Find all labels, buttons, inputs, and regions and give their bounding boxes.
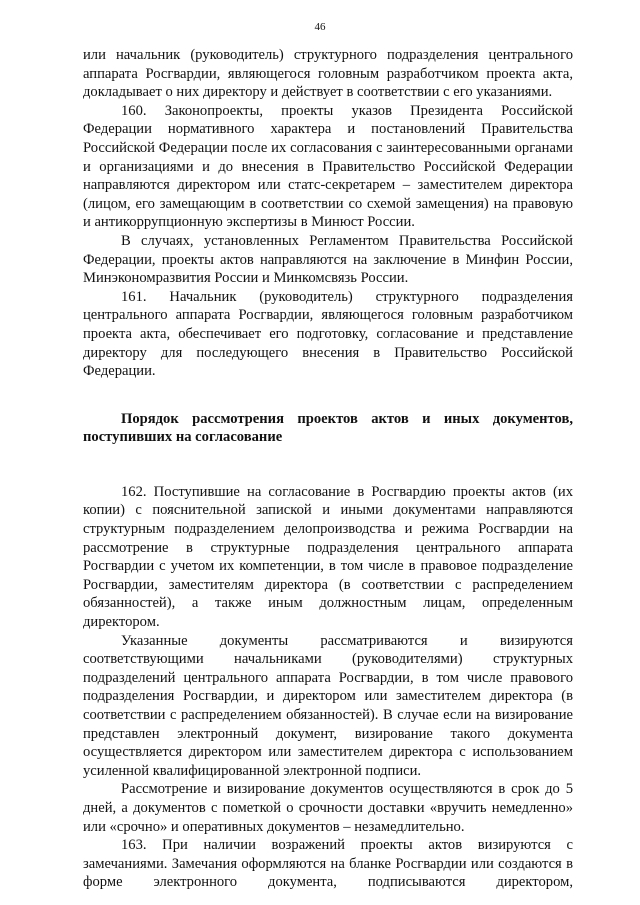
document-body [83, 46, 573, 892]
paragraph-162-review: Указанные документы рассматриваются и визируются соответствующими начальниками (руководителями) структурных подразделений центрального аппарата Росгвардии, в том числе правового подразделения Росгвардии, и директором или заместителем директора (в соответствии с распределением обязанностей). В случае если на визирование представлен электронный документ, визирование такого документа осуществляется директором или заместителем директора с использованием усиленной квалифицированной электронной подписи. [83, 632, 573, 779]
paragraph-163: 163. При наличии возражений проекты актов визируются с замечаниями. Замечания оформляются на бланке Росгвардии или создаются в форме электронного документа, подписываются директором, [83, 837, 573, 891]
paragraph-162: 162. Поступившие на согласование в Росгвардию проекты актов (их копии) с пояснительной запиской и иными документами направляются структурным подразделением делопроизводства и режима Росгвардии на рассмотрение в структурные подразделения центрального аппарата Росгвардии с учетом их компетенции, в том числе в правовое подразделение Росгвардии, заместителям директора (в соответствии с распределением обязанностей), а также иным должностным лицам, определенным директором. [83, 483, 573, 631]
paragraph-continuation: или начальник (руководитель) структурного подразделения центрального аппарата Росгвардии, являющегося головным разработчиком проекта акта, докладывает о них директору и действует в соответствии с его указаниями. [83, 47, 573, 101]
paragraph-161: 161. Начальник (руководитель) структурного подразделения центрального аппарата Росгвардии, являющегося головным разработчиком проекта акта, обеспечивает его подготовку, согласование и представление директору для последующего внесения в Правительство Российской Федерации. [83, 288, 573, 380]
paragraph-160: 160. Законопроекты, проекты указов Президента Российской Федерации нормативного характера и постановлений Правительства Российской Федерации после их согласования с заинтересованными органами и организациями и до внесения в Правительство Российской Федерации направляются директором или статс-секретарем – заместителем директора (лицом, его замещающим в соответствии со схемой замещения) на правовую и антикоррупционную экспертизы в Минюст России. [83, 102, 573, 231]
paragraph-160-cases: В случаях, установленных Регламентом Правительства Российской Федерации, проекты актов направляются на заключение в Минфин России, Минэкономразвития России и Минкомсвязь России. [83, 232, 573, 287]
page-number: 46 [314, 21, 326, 33]
section-heading: Порядок рассмотрения проектов актов и иных документов, поступивших на согласование [83, 410, 573, 446]
paragraph-162-deadline: Рассмотрение и визирование документов осуществляются в срок до 5 дней, а документов с пометкой о срочности доставки «вручить немедленно» или «срочно» и оперативных документов – незамедлительно. [83, 781, 573, 835]
